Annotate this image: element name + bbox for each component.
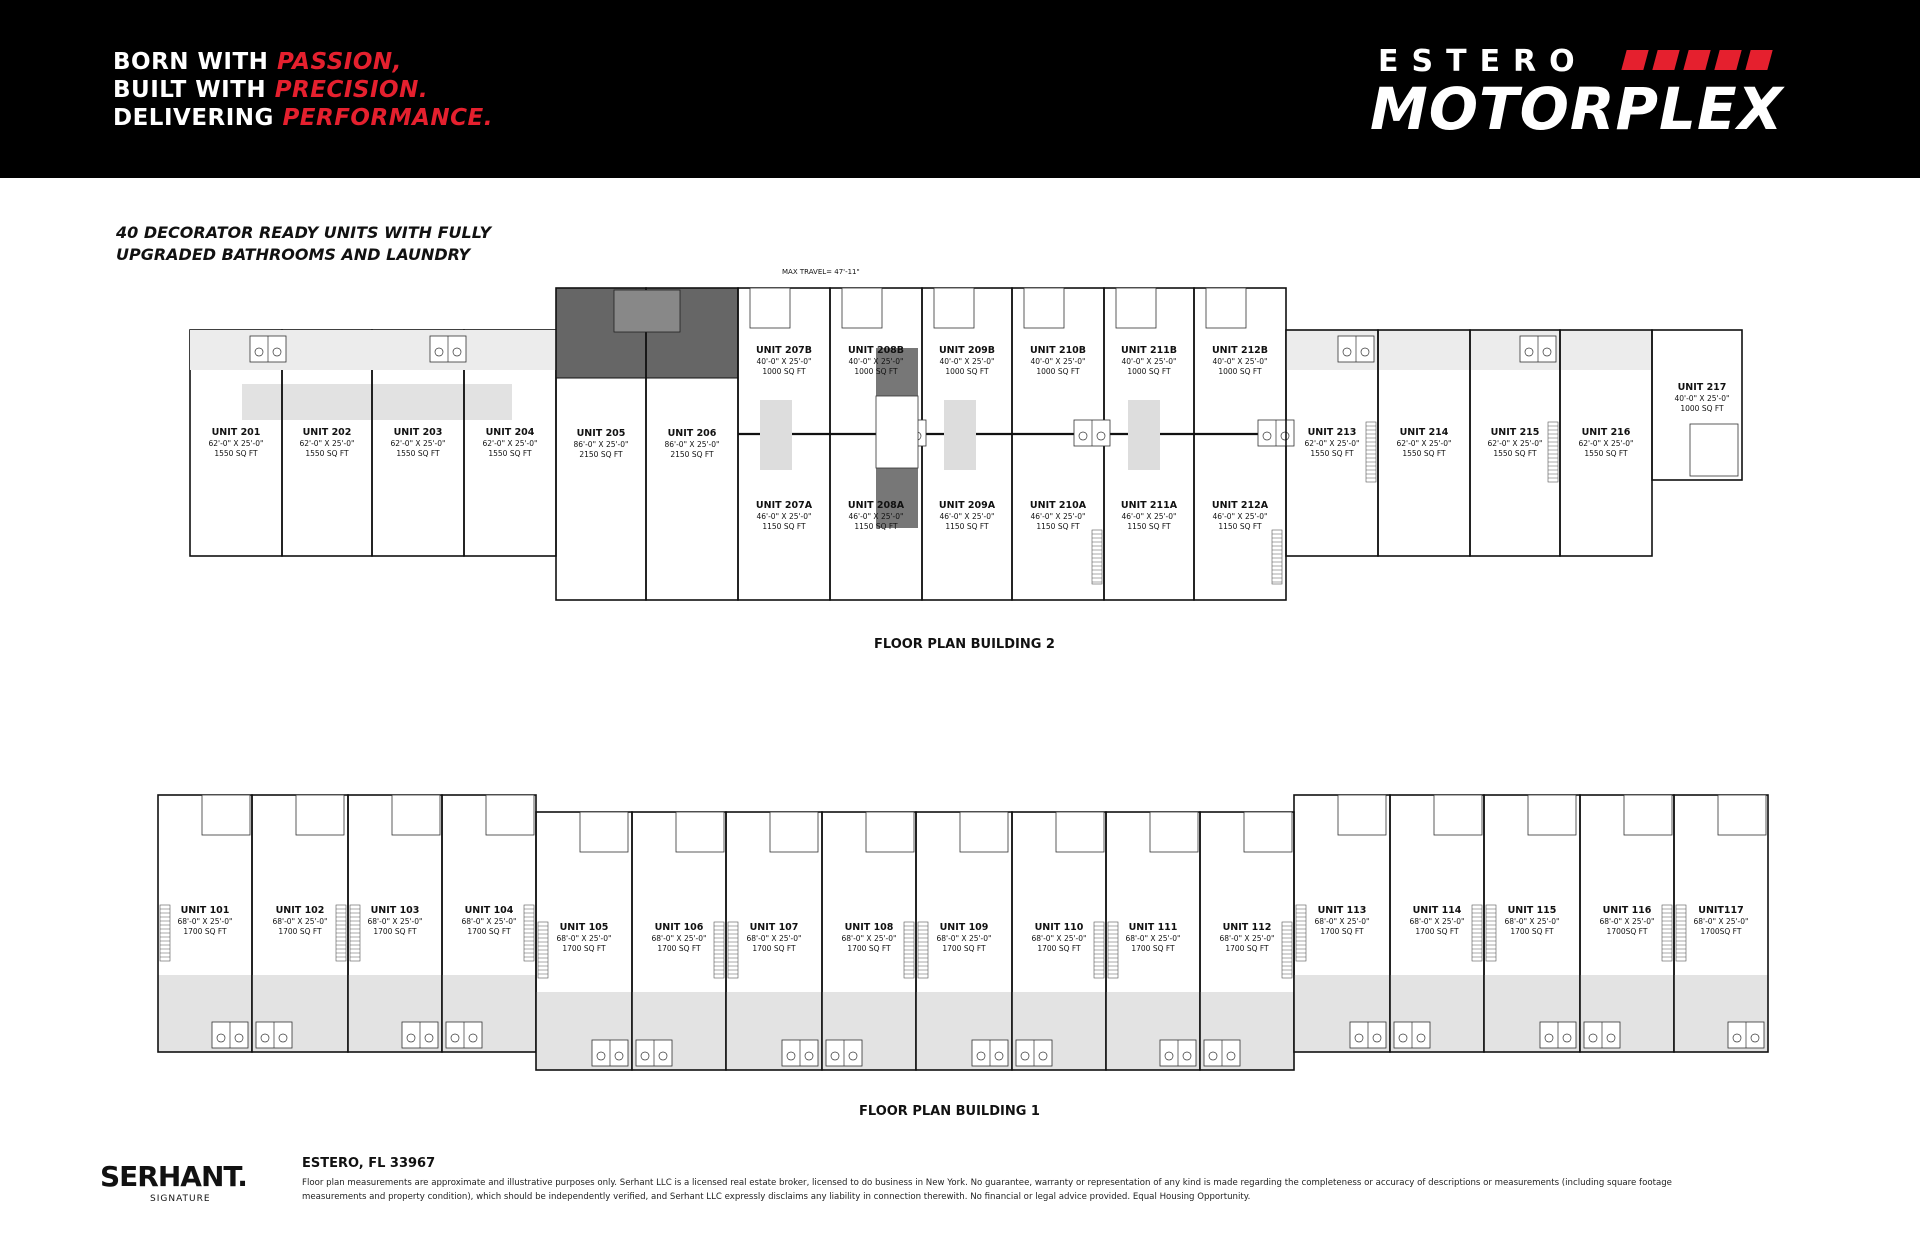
b1-unit-dims-15: 68'-0" X 25'-0" <box>1599 917 1655 926</box>
b1-unit-name-7: UNIT 108 <box>844 922 894 933</box>
b2-unit-name-1: UNIT 202 <box>302 427 352 438</box>
b1-unit-dims-14: 68'-0" X 25'-0" <box>1504 917 1560 926</box>
b2-unit-area-1: 1550 SQ FT <box>305 449 349 458</box>
b2-unit-name-22: UNIT 217 <box>1677 382 1727 393</box>
b1-door-4 <box>580 812 628 852</box>
b1-door-13 <box>1434 795 1482 835</box>
b2-unit-area-18: 1550 SQ FT <box>1310 449 1354 458</box>
b2-unit-dims-13: 46'-0" X 25'-0" <box>848 512 904 521</box>
b1-door-11 <box>1244 812 1292 852</box>
b1-unit-area-12: 1700 SQ FT <box>1320 927 1364 936</box>
b2-unit-name-20: UNIT 215 <box>1490 427 1540 438</box>
b2-unit-name-4: UNIT 205 <box>576 428 626 439</box>
b1-stair-8 <box>918 922 928 978</box>
b1-stair-0 <box>160 905 170 961</box>
building-2-plan <box>190 268 1742 600</box>
b2-unit-area-14: 1150 SQ FT <box>945 522 989 531</box>
b2-unit-name-6: UNIT 207B <box>755 345 813 356</box>
b2-dark-bath <box>614 290 680 332</box>
b1-bath-8 <box>972 1040 1008 1066</box>
b2-unit-dims-15: 46'-0" X 25'-0" <box>1030 512 1086 521</box>
b1-unit-dims-13: 68'-0" X 25'-0" <box>1409 917 1465 926</box>
b2-unit-name-11: UNIT 212B <box>1211 345 1269 356</box>
b1-unit-name-0: UNIT 101 <box>180 905 230 916</box>
b1-unit-name-1: UNIT 102 <box>275 905 325 916</box>
b2-ab-bath-2 <box>1258 420 1294 446</box>
location: ESTERO, FL 33967 <box>302 1156 436 1171</box>
subtitle-line-1: 40 DECORATOR READY UNITS WITH FULLY <box>116 223 492 242</box>
b2-unit-area-8: 1000 SQ FT <box>945 367 989 376</box>
b2-unit-dims-21: 62'-0" X 25'-0" <box>1578 439 1634 448</box>
b1-unit-area-14: 1700 SQ FT <box>1510 927 1554 936</box>
b1-bath-10 <box>1160 1040 1196 1066</box>
tagline-line-1: BORN WITH PASSION, <box>113 49 402 75</box>
b2-unit-area-3: 1550 SQ FT <box>488 449 532 458</box>
logo-bottom-text: MOTORPLEX <box>1370 75 1784 143</box>
b1-stair-3 <box>524 905 534 961</box>
b2-unit-area-13: 1150 SQ FT <box>854 522 898 531</box>
b1-bath-7 <box>826 1040 862 1066</box>
b2-unit-dims-16: 46'-0" X 25'-0" <box>1121 512 1177 521</box>
b2-white-bath <box>876 396 918 468</box>
b1-door-10 <box>1150 812 1198 852</box>
b2-unit-dims-5: 86'-0" X 25'-0" <box>664 440 720 449</box>
b1-stair-4 <box>538 922 548 978</box>
building-1-caption: FLOOR PLAN BUILDING 1 <box>859 1104 1040 1119</box>
b2-unit-name-10: UNIT 211B <box>1120 345 1178 356</box>
b1-unit-area-2: 1700 SQ FT <box>373 927 417 936</box>
b2-ab-top-door-3 <box>1024 288 1064 328</box>
b2-unit-name-21: UNIT 216 <box>1581 427 1631 438</box>
b2-unit-area-5: 2150 SQ FT <box>670 450 714 459</box>
b2-unit-area-22: 1000 SQ FT <box>1680 404 1724 413</box>
b2-unit-name-3: UNIT 204 <box>485 427 535 438</box>
b1-unit-area-3: 1700 SQ FT <box>467 927 511 936</box>
b2-unit-area-20: 1550 SQ FT <box>1493 449 1537 458</box>
b2-unit-area-12: 1150 SQ FT <box>762 522 806 531</box>
b1-unit-name-8: UNIT 109 <box>939 922 989 933</box>
b2-unit-name-9: UNIT 210B <box>1029 345 1087 356</box>
b1-door-2 <box>392 795 440 835</box>
b1-door-5 <box>676 812 724 852</box>
b2-unit-dims-7: 40'-0" X 25'-0" <box>848 357 904 366</box>
b1-unit-dims-7: 68'-0" X 25'-0" <box>841 934 897 943</box>
b1-unit-dims-11: 68'-0" X 25'-0" <box>1219 934 1275 943</box>
b2-bath-a <box>250 336 286 362</box>
b1-stair-5 <box>714 922 724 978</box>
b2-ab-top-door-0 <box>750 288 790 328</box>
b2-ab-bath-1 <box>1074 420 1110 446</box>
b2-unit-dims-12: 46'-0" X 25'-0" <box>756 512 812 521</box>
b2-stair-a <box>1092 530 1102 584</box>
b2-unit-217-door <box>1690 424 1738 476</box>
b2-bath-c <box>1338 336 1374 362</box>
b1-stair-11 <box>1282 922 1292 978</box>
b1-bath-3 <box>446 1022 482 1048</box>
b2-stair-b <box>1272 530 1282 584</box>
b1-unit-name-16: UNIT117 <box>1698 905 1744 916</box>
b2-unit-name-15: UNIT 210A <box>1029 500 1087 511</box>
b1-stair-9 <box>1094 922 1104 978</box>
b1-unit-area-9: 1700 SQ FT <box>1037 944 1081 953</box>
b2-unit-area-2: 1550 SQ FT <box>396 449 440 458</box>
b2-service-1 <box>944 400 976 470</box>
b1-unit-name-13: UNIT 114 <box>1412 905 1462 916</box>
b2-stair-c <box>1366 422 1376 482</box>
b1-door-14 <box>1528 795 1576 835</box>
b2-unit-area-0: 1550 SQ FT <box>214 449 258 458</box>
b1-unit-area-4: 1700 SQ FT <box>562 944 606 953</box>
b2-unit-area-16: 1150 SQ FT <box>1127 522 1171 531</box>
b1-unit-dims-1: 68'-0" X 25'-0" <box>272 917 328 926</box>
b2-unit-name-17: UNIT 212A <box>1211 500 1269 511</box>
b1-stair-16 <box>1676 905 1686 961</box>
b1-door-15 <box>1624 795 1672 835</box>
b2-bath-d <box>1520 336 1556 362</box>
b1-unit-dims-0: 68'-0" X 25'-0" <box>177 917 233 926</box>
b1-stair-10 <box>1108 922 1118 978</box>
b1-stair-14 <box>1486 905 1496 961</box>
tagline-line-3: DELIVERING PERFORMANCE. <box>113 105 493 131</box>
b1-bath-9 <box>1016 1040 1052 1066</box>
b1-stair-1 <box>336 905 346 961</box>
b2-unit-name-19: UNIT 214 <box>1399 427 1449 438</box>
b1-door-3 <box>486 795 534 835</box>
b1-unit-name-10: UNIT 111 <box>1128 922 1178 933</box>
subtitle-line-2: UPGRADED BATHROOMS AND LAUNDRY <box>116 245 471 264</box>
b1-door-7 <box>866 812 914 852</box>
b1-stair-15 <box>1662 905 1672 961</box>
b2-unit-dims-2: 62'-0" X 25'-0" <box>390 439 446 448</box>
b2-unit-area-4: 2150 SQ FT <box>579 450 623 459</box>
logo-top-text: ESTERO <box>1378 44 1588 79</box>
b2-unit-dims-8: 40'-0" X 25'-0" <box>939 357 995 366</box>
serhant-logo: SERHANT. <box>100 1160 247 1193</box>
b2-unit-dims-11: 40'-0" X 25'-0" <box>1212 357 1268 366</box>
b1-unit-name-3: UNIT 104 <box>464 905 514 916</box>
b2-unit-area-19: 1550 SQ FT <box>1402 449 1446 458</box>
b2-unit-dims-10: 40'-0" X 25'-0" <box>1121 357 1177 366</box>
b1-unit-name-6: UNIT 107 <box>749 922 799 933</box>
tagline-line-2: BUILT WITH PRECISION. <box>113 77 429 103</box>
b2-ab-top-door-4 <box>1116 288 1156 328</box>
b2-unit-area-10: 1000 SQ FT <box>1127 367 1171 376</box>
b1-unit-dims-12: 68'-0" X 25'-0" <box>1314 917 1370 926</box>
b1-bath-11 <box>1204 1040 1240 1066</box>
b2-unit-name-0: UNIT 201 <box>211 427 261 438</box>
b2-unit-area-7: 1000 SQ FT <box>854 367 898 376</box>
serhant-signature: SIGNATURE <box>150 1194 211 1204</box>
b2-left-top-shade <box>190 330 556 370</box>
b1-unit-name-12: UNIT 113 <box>1317 905 1367 916</box>
b1-bath-5 <box>636 1040 672 1066</box>
b1-unit-area-11: 1700 SQ FT <box>1225 944 1269 953</box>
b2-unit-name-7: UNIT 208B <box>847 345 905 356</box>
b1-bath-4 <box>592 1040 628 1066</box>
b2-unit-dims-4: 86'-0" X 25'-0" <box>573 440 629 449</box>
b2-unit-area-9: 1000 SQ FT <box>1036 367 1080 376</box>
b2-unit-name-5: UNIT 206 <box>667 428 717 439</box>
b1-bath-14 <box>1540 1022 1576 1048</box>
b2-unit-name-18: UNIT 213 <box>1307 427 1357 438</box>
b2-service-2 <box>1128 400 1160 470</box>
b2-unit-dims-22: 40'-0" X 25'-0" <box>1674 394 1730 403</box>
b2-unit-area-11: 1000 SQ FT <box>1218 367 1262 376</box>
b1-unit-area-15: 1700SQ FT <box>1606 927 1648 936</box>
b2-unit-area-15: 1150 SQ FT <box>1036 522 1080 531</box>
b2-unit-dims-14: 46'-0" X 25'-0" <box>939 512 995 521</box>
b1-unit-area-10: 1700 SQ FT <box>1131 944 1175 953</box>
b1-unit-name-11: UNIT 112 <box>1222 922 1272 933</box>
b1-unit-area-16: 1700SQ FT <box>1700 927 1742 936</box>
b2-unit-name-14: UNIT 209A <box>938 500 996 511</box>
building-2-caption: FLOOR PLAN BUILDING 2 <box>874 637 1055 652</box>
b1-bath-15 <box>1584 1022 1620 1048</box>
b2-unit-dims-0: 62'-0" X 25'-0" <box>208 439 264 448</box>
b2-ab-top-door-2 <box>934 288 974 328</box>
b1-unit-name-5: UNIT 106 <box>654 922 704 933</box>
building-1-plan <box>158 795 1768 1070</box>
b1-unit-area-0: 1700 SQ FT <box>183 927 227 936</box>
b1-bath-13 <box>1394 1022 1430 1048</box>
b1-unit-area-1: 1700 SQ FT <box>278 927 322 936</box>
b1-door-6 <box>770 812 818 852</box>
b1-stair-6 <box>728 922 738 978</box>
b1-unit-dims-9: 68'-0" X 25'-0" <box>1031 934 1087 943</box>
b1-unit-dims-5: 68'-0" X 25'-0" <box>651 934 707 943</box>
b1-door-0 <box>202 795 250 835</box>
b2-unit-name-8: UNIT 209B <box>938 345 996 356</box>
b1-unit-area-5: 1700 SQ FT <box>657 944 701 953</box>
b1-unit-dims-10: 68'-0" X 25'-0" <box>1125 934 1181 943</box>
b1-unit-dims-4: 68'-0" X 25'-0" <box>556 934 612 943</box>
b1-unit-area-6: 1700 SQ FT <box>752 944 796 953</box>
b1-bath-1 <box>256 1022 292 1048</box>
b2-unit-name-13: UNIT 208A <box>847 500 905 511</box>
b1-door-8 <box>960 812 1008 852</box>
b2-stair-d <box>1548 422 1558 482</box>
b2-ab-top-door-5 <box>1206 288 1246 328</box>
b2-unit-dims-20: 62'-0" X 25'-0" <box>1487 439 1543 448</box>
b2-ab-top-door-1 <box>842 288 882 328</box>
b1-bath-16 <box>1728 1022 1764 1048</box>
b1-door-9 <box>1056 812 1104 852</box>
b2-unit-name-2: UNIT 203 <box>393 427 443 438</box>
b1-unit-dims-2: 68'-0" X 25'-0" <box>367 917 423 926</box>
b2-unit-area-6: 1000 SQ FT <box>762 367 806 376</box>
b1-bath-6 <box>782 1040 818 1066</box>
b2-unit-dims-9: 40'-0" X 25'-0" <box>1030 357 1086 366</box>
b1-unit-dims-8: 68'-0" X 25'-0" <box>936 934 992 943</box>
b1-unit-area-8: 1700 SQ FT <box>942 944 986 953</box>
b2-service-0 <box>760 400 792 470</box>
b1-stair-7 <box>904 922 914 978</box>
b1-bath-2 <box>402 1022 438 1048</box>
b1-unit-name-15: UNIT 116 <box>1602 905 1652 916</box>
disclaimer: Floor plan measurements are approximate and illustrative purposes only. Serhant LLC is a licensed real estate broker, licensed to do business in New York. No guarantee, warranty or representation of any kind is made regarding the completeness or accuracy of descriptions or measurements (including square footage measurements and property condition), which should be independently verified, and Serhant LLC expressly disclaims any liability in connection therewith. No financial or legal advice provided. Equal Housing Opportunity. <box>302 1178 1672 1202</box>
b1-unit-area-13: 1700 SQ FT <box>1415 927 1459 936</box>
b2-unit-area-17: 1150 SQ FT <box>1218 522 1262 531</box>
b2-unit-dims-6: 40'-0" X 25'-0" <box>756 357 812 366</box>
b1-unit-dims-16: 68'-0" X 25'-0" <box>1693 917 1749 926</box>
b1-stair-12 <box>1296 905 1306 961</box>
b1-unit-dims-3: 68'-0" X 25'-0" <box>461 917 517 926</box>
b1-door-1 <box>296 795 344 835</box>
b1-unit-name-4: UNIT 105 <box>559 922 609 933</box>
b2-unit-name-12: UNIT 207A <box>755 500 813 511</box>
b1-stair-2 <box>350 905 360 961</box>
b1-bath-0 <box>212 1022 248 1048</box>
b1-bath-12 <box>1350 1022 1386 1048</box>
b2-unit-dims-1: 62'-0" X 25'-0" <box>299 439 355 448</box>
b2-unit-dims-18: 62'-0" X 25'-0" <box>1304 439 1360 448</box>
b2-bath-b <box>430 336 466 362</box>
b2-unit-dims-3: 62'-0" X 25'-0" <box>482 439 538 448</box>
b1-unit-dims-6: 68'-0" X 25'-0" <box>746 934 802 943</box>
b2-unit-dims-19: 62'-0" X 25'-0" <box>1396 439 1452 448</box>
b2-unit-dims-17: 46'-0" X 25'-0" <box>1212 512 1268 521</box>
b1-unit-name-14: UNIT 115 <box>1507 905 1557 916</box>
b1-unit-name-2: UNIT 103 <box>370 905 420 916</box>
b1-unit-name-9: UNIT 110 <box>1034 922 1084 933</box>
b2-unit-area-21: 1550 SQ FT <box>1584 449 1628 458</box>
b1-door-12 <box>1338 795 1386 835</box>
b2-unit-name-16: UNIT 211A <box>1120 500 1178 511</box>
b1-unit-area-7: 1700 SQ FT <box>847 944 891 953</box>
b1-stair-13 <box>1472 905 1482 961</box>
b1-door-16 <box>1718 795 1766 835</box>
b2-max-travel: MAX TRAVEL= 47'-11" <box>782 268 860 276</box>
